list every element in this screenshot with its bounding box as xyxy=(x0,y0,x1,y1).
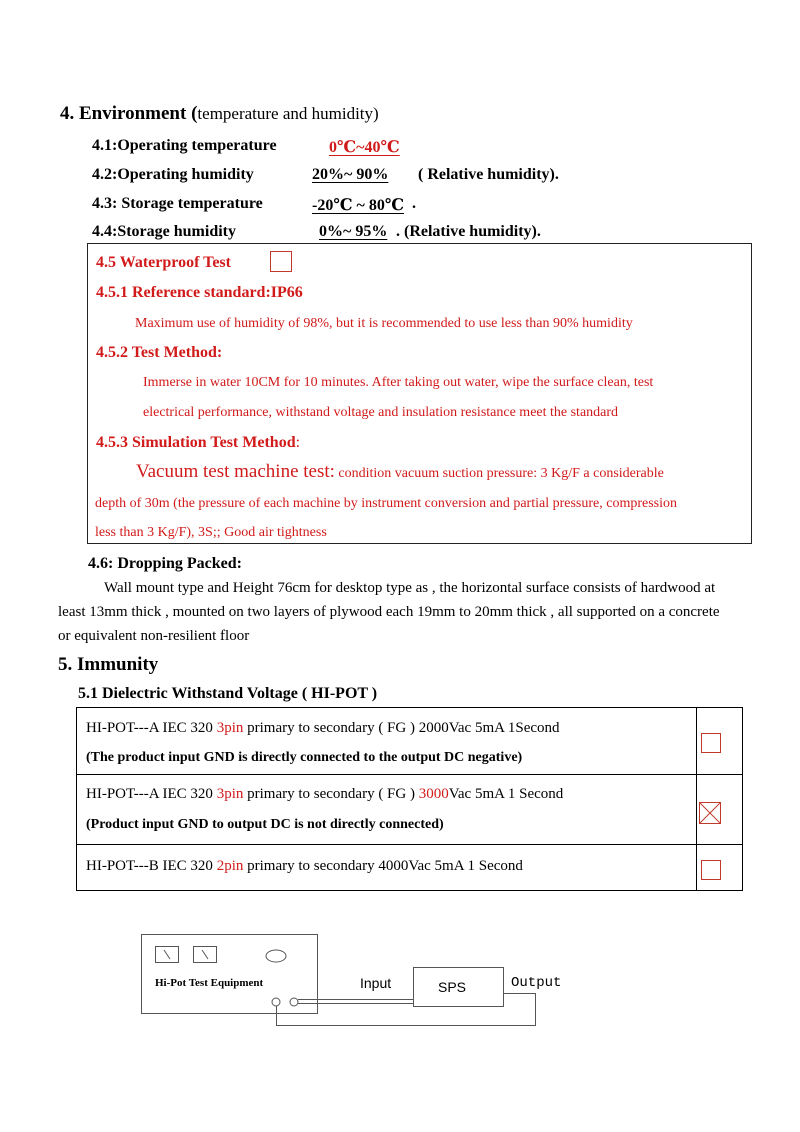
indicator-lamp-icon xyxy=(265,949,287,963)
test-method-line2: electrical performance, withstand voltage and insulation resistance meet the standard xyxy=(143,405,619,420)
operating-temperature-value: 0℃~40℃ xyxy=(329,139,400,156)
terminal-icon xyxy=(270,996,302,1008)
dropping-line2: least 13mm thick , mounted on two layers of plywood each 19mm to 20mm thick , all supported on a concrete xyxy=(58,604,720,620)
waterproof-test-box xyxy=(87,243,752,544)
reference-standard-title: 4.5.1 Reference standard:IP66 xyxy=(96,284,303,301)
simulation-method-title-row xyxy=(96,434,300,452)
return-wire xyxy=(276,1006,277,1026)
input-label: Input xyxy=(360,975,392,991)
dropping-line3: or equivalent non-resilient floor xyxy=(58,628,250,644)
check-cell xyxy=(696,775,697,844)
dielectric-withstand-title: 5.1 Dielectric Withstand Voltage ( HI-POT ) xyxy=(78,685,378,702)
output-wire xyxy=(535,993,536,1025)
waterproof-title: 4.5 Waterproof Test xyxy=(96,254,231,271)
operating-temperature-label: 4.1:Operating temperature xyxy=(92,137,277,154)
storage-temperature-label: 4.3: Storage temperature xyxy=(92,195,263,212)
simulation-line1 xyxy=(136,461,664,483)
input-wire xyxy=(298,999,413,1000)
operating-temperature-row xyxy=(92,137,400,156)
equipment-label: Hi-Pot Test Equipment xyxy=(155,977,264,989)
hipot-spec: HI-POT---B IEC 320 2pin primary to secondary 4000Vac 5mA 1 Second xyxy=(86,858,523,874)
hipot-checkbox-checked-icon[interactable] xyxy=(699,802,721,824)
hipot-checkbox[interactable] xyxy=(701,733,721,753)
table-row xyxy=(77,708,742,775)
storage-temperature-dot: . xyxy=(412,195,416,212)
output-label: Output xyxy=(511,975,562,991)
storage-humidity-note: . (Relative humidity). xyxy=(396,223,541,240)
immunity-title: 5. Immunity xyxy=(58,654,159,675)
table-row xyxy=(77,775,742,845)
hipot-table xyxy=(76,707,743,891)
simulation-line3: less than 3 Kg/F), 3S;; Good air tightness xyxy=(95,525,327,540)
simulation-method-colon: : xyxy=(295,434,301,451)
simulation-line2: depth of 30m (the pressure of each machine by instrument conversion and partial pressure, compression xyxy=(95,496,677,511)
storage-temperature-value: -20℃ ~ 80℃ xyxy=(312,197,404,214)
operating-humidity-note: ( Relative humidity). xyxy=(418,166,559,183)
storage-humidity-row xyxy=(92,223,541,241)
simulation-lead: Vacuum test machine test: xyxy=(136,461,335,482)
hipot-checkbox[interactable] xyxy=(701,860,721,880)
hipot-note: (Product input GND to output DC is not directly connected) xyxy=(86,817,444,832)
storage-humidity-value: 0%~ 95% xyxy=(319,223,388,240)
table-row xyxy=(77,845,742,891)
meter-icon xyxy=(193,946,217,963)
hipot-note: (The product input GND is directly connected to the output DC negative) xyxy=(86,750,523,765)
simulation-line1-text: condition vacuum suction pressure: 3 Kg/F a considerable xyxy=(334,466,664,481)
operating-humidity-value: 20%~ 90% xyxy=(312,166,389,183)
dropping-title: 4.6: Dropping Packed: xyxy=(88,555,242,572)
operating-humidity-label: 4.2:Operating humidity xyxy=(92,166,254,183)
return-wire xyxy=(276,1025,536,1026)
operating-humidity-row xyxy=(92,166,559,184)
test-method-line1: Immerse in water 10CM for 10 minutes. After taking out water, wipe the surface clean, test xyxy=(143,375,654,390)
dropping-line1: Wall mount type and Height 76cm for desktop type as , the horizontal surface consists of hardwood at xyxy=(104,580,716,596)
test-method-title: 4.5.2 Test Method: xyxy=(96,344,223,361)
meter-icon xyxy=(155,946,179,963)
check-cell xyxy=(696,708,697,774)
hipot-spec: HI-POT---A IEC 320 3pin primary to secondary ( FG ) 2000Vac 5mA 1Second xyxy=(86,720,560,736)
storage-temperature-row xyxy=(92,195,416,214)
output-wire xyxy=(504,993,536,994)
waterproof-checkbox[interactable] xyxy=(270,251,292,272)
simulation-method-title: 4.5.3 Simulation Test Method xyxy=(96,434,296,451)
input-wire xyxy=(298,1003,413,1004)
hipot-spec: HI-POT---A IEC 320 3pin primary to secondary ( FG ) 3000Vac 5mA 1 Second xyxy=(86,786,564,802)
sps-label: SPS xyxy=(438,979,467,995)
section-heading-environment xyxy=(60,103,379,125)
heading-subtext: temperature and humidity) xyxy=(197,104,379,123)
heading-text: 4. Environment ( xyxy=(60,103,198,124)
reference-standard-text: Maximum use of humidity of 98%, but it is recommended to use less than 90% humidity xyxy=(135,316,633,331)
storage-humidity-label: 4.4:Storage humidity xyxy=(92,223,236,240)
check-cell xyxy=(696,845,697,891)
